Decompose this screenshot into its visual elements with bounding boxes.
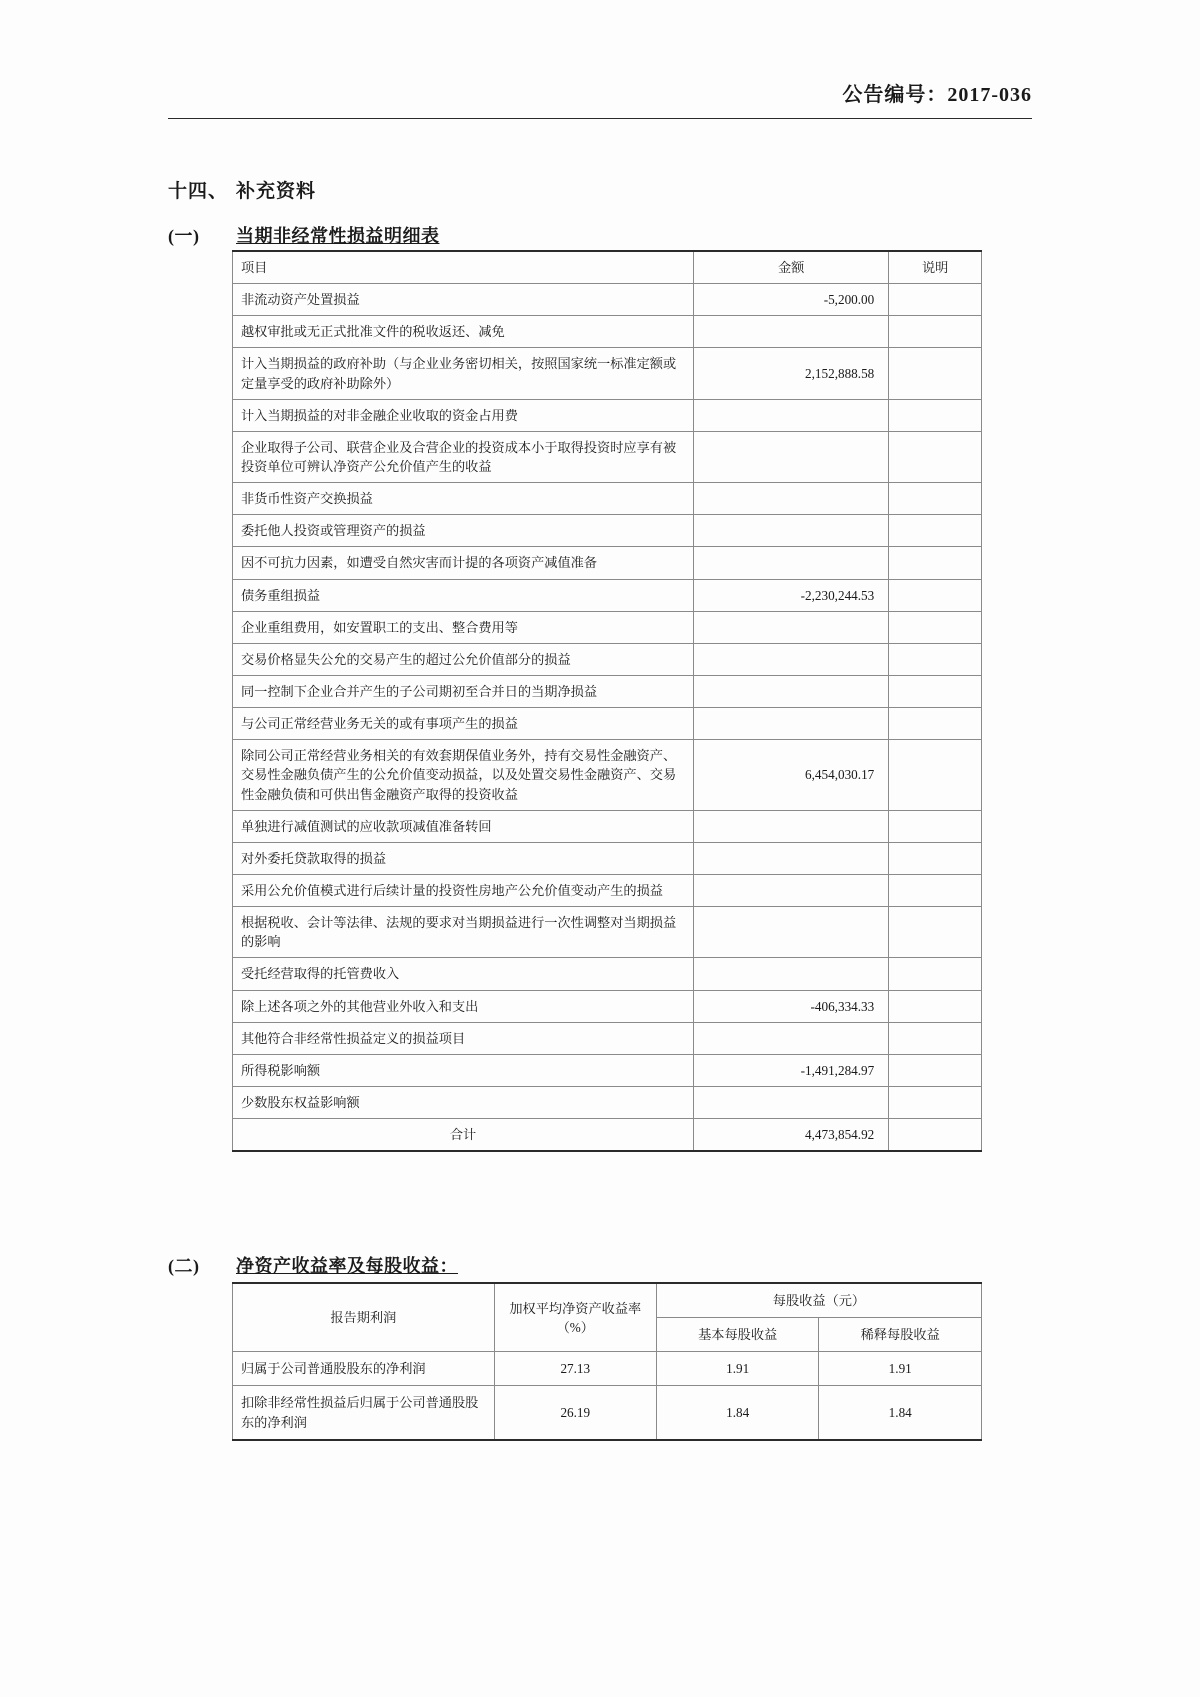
table-header-row (233, 251, 982, 284)
cell-amount: 6,454,030.17 (694, 740, 889, 810)
cell-note (889, 708, 982, 740)
column-header-eps-basic: 基本每股收益 (656, 1318, 819, 1352)
cell-note (889, 348, 982, 399)
table-row (233, 1022, 982, 1054)
cell-item: 因不可抗力因素，如遭受自然灾害而计提的各项资产减值准备 (233, 547, 694, 579)
cell-amount: -2,230,244.53 (694, 579, 889, 611)
table-head (233, 251, 982, 284)
total-note (889, 1119, 982, 1152)
cell-amount (694, 515, 889, 547)
column-header-note: 说明 (889, 251, 982, 284)
cell-item: 其他符合非经常性损益定义的损益项目 (233, 1022, 694, 1054)
column-header-eps-group: 每股收益（元） (656, 1283, 981, 1318)
cell-note (889, 399, 982, 431)
cell-amount: 2,152,888.58 (694, 348, 889, 399)
cell-item: 少数股东权益影响额 (233, 1086, 694, 1118)
table-row (233, 483, 982, 515)
cell-roe: 27.13 (494, 1352, 656, 1386)
cell-profit: 扣除非经常性损益后归属于公司普通股股东的净利润 (233, 1386, 495, 1440)
table-row (233, 579, 982, 611)
cell-amount (694, 842, 889, 874)
total-label: 合计 (233, 1119, 694, 1152)
roe-eps-table (232, 1282, 982, 1441)
cell-item: 债务重组损益 (233, 579, 694, 611)
total-amount: 4,473,854.92 (694, 1119, 889, 1152)
subsection-one-heading (168, 222, 440, 248)
cell-note (889, 284, 982, 316)
subsection-one-title: 当期非经常性损益明细表 (236, 226, 440, 246)
nonrecurring-items-table (232, 250, 982, 1152)
table-row (233, 611, 982, 643)
table-row (233, 1086, 982, 1118)
cell-item: 采用公允价值模式进行后续计量的投资性房地产公允价值变动产生的损益 (233, 874, 694, 906)
column-header-eps-diluted: 稀释每股收益 (819, 1318, 982, 1352)
nonrecurring-items-table-wrapper (232, 250, 982, 1152)
subsection-one-number: (一) (168, 226, 200, 246)
cell-note (889, 675, 982, 707)
cell-amount (694, 958, 889, 990)
cell-item: 根据税收、会计等法律、法规的要求对当期损益进行一次性调整对当期损益的影响 (233, 907, 694, 958)
cell-note (889, 547, 982, 579)
cell-note (889, 611, 982, 643)
cell-item: 企业重组费用，如安置职工的支出、整合费用等 (233, 611, 694, 643)
cell-note (889, 990, 982, 1022)
cell-note (889, 643, 982, 675)
cell-note (889, 515, 982, 547)
cell-amount (694, 874, 889, 906)
cell-note (889, 958, 982, 990)
cell-amount (694, 810, 889, 842)
cell-note (889, 316, 982, 348)
cell-amount (694, 1086, 889, 1118)
table-row (233, 874, 982, 906)
table-body (233, 1283, 982, 1440)
subsection-two-heading (168, 1252, 458, 1278)
table-row (233, 316, 982, 348)
cell-amount (694, 643, 889, 675)
cell-item: 交易价格显失公允的交易产生的超过公允价值部分的损益 (233, 643, 694, 675)
announcement-number: 公告编号：2017-036 (842, 84, 1032, 106)
table-row (233, 547, 982, 579)
cell-amount (694, 907, 889, 958)
cell-amount (694, 611, 889, 643)
subsection-two-title: 净资产收益率及每股收益： (236, 1256, 458, 1276)
cell-item: 非货币性资产交换损益 (233, 483, 694, 515)
cell-note (889, 810, 982, 842)
cell-item: 企业取得子公司、联营企业及合营企业的投资成本小于取得投资时应享有被投资单位可辨认净资产公允价值产生的收益 (233, 431, 694, 482)
cell-amount (694, 483, 889, 515)
table-row (233, 740, 982, 810)
cell-note (889, 431, 982, 482)
cell-note (889, 1054, 982, 1086)
cell-note (889, 1022, 982, 1054)
table-body (233, 284, 982, 1152)
cell-item: 计入当期损益的对非金融企业收取的资金占用费 (233, 399, 694, 431)
cell-profit: 归属于公司普通股股东的净利润 (233, 1352, 495, 1386)
cell-amount (694, 1022, 889, 1054)
cell-amount: -1,491,284.97 (694, 1054, 889, 1086)
column-header-roe: 加权平均净资产收益率（%） (494, 1283, 656, 1352)
cell-item: 除上述各项之外的其他营业外收入和支出 (233, 990, 694, 1022)
section-heading (168, 176, 316, 203)
cell-item: 单独进行减值测试的应收款项减值准备转回 (233, 810, 694, 842)
cell-note (889, 907, 982, 958)
table-header-row-top (233, 1283, 982, 1318)
table-total-row (233, 1119, 982, 1152)
table-row (233, 515, 982, 547)
cell-amount: -406,334.33 (694, 990, 889, 1022)
cell-amount (694, 708, 889, 740)
cell-amount (694, 675, 889, 707)
cell-amount (694, 316, 889, 348)
cell-amount: -5,200.00 (694, 284, 889, 316)
roe-eps-table-wrapper (232, 1282, 982, 1441)
header-divider (168, 118, 1032, 119)
table-row (233, 1352, 982, 1386)
cell-roe: 26.19 (494, 1386, 656, 1440)
section-title-text: 补充资料 (236, 181, 317, 202)
table-row (233, 907, 982, 958)
cell-item: 所得税影响额 (233, 1054, 694, 1086)
column-header-amount: 金额 (694, 251, 889, 284)
cell-amount (694, 547, 889, 579)
subsection-two-number: (二) (168, 1256, 200, 1276)
table-row (233, 431, 982, 482)
table-row (233, 958, 982, 990)
table-row (233, 990, 982, 1022)
cell-note (889, 483, 982, 515)
table-row (233, 842, 982, 874)
cell-eps-basic: 1.84 (656, 1386, 819, 1440)
cell-item: 计入当期损益的政府补助（与企业业务密切相关，按照国家统一标准定额或定量享受的政府补助除外） (233, 348, 694, 399)
table-row (233, 1386, 982, 1440)
cell-eps-diluted: 1.84 (819, 1386, 982, 1440)
cell-amount (694, 399, 889, 431)
cell-amount (694, 431, 889, 482)
table-row (233, 708, 982, 740)
table-row (233, 348, 982, 399)
table-row (233, 675, 982, 707)
cell-note (889, 842, 982, 874)
cell-item: 越权审批或无正式批准文件的税收返还、减免 (233, 316, 694, 348)
column-header-item: 项目 (233, 251, 694, 284)
cell-item: 除同公司正常经营业务相关的有效套期保值业务外，持有交易性金融资产、交易性金融负债产生的公允价值变动损益，以及处置交易性金融资产、交易性金融负债和可供出售金融资产取得的投资收益 (233, 740, 694, 810)
cell-note (889, 579, 982, 611)
cell-eps-basic: 1.91 (656, 1352, 819, 1386)
cell-item: 受托经营取得的托管费收入 (233, 958, 694, 990)
cell-note (889, 1086, 982, 1118)
table-row (233, 1054, 982, 1086)
table-row (233, 399, 982, 431)
table-row (233, 284, 982, 316)
table-row (233, 643, 982, 675)
cell-item: 与公司正常经营业务无关的或有事项产生的损益 (233, 708, 694, 740)
table-row (233, 810, 982, 842)
cell-item: 同一控制下企业合并产生的子公司期初至合并日的当期净损益 (233, 675, 694, 707)
section-number: 十四、 (168, 181, 229, 202)
cell-item: 委托他人投资或管理资产的损益 (233, 515, 694, 547)
column-header-profit: 报告期利润 (233, 1283, 495, 1352)
cell-eps-diluted: 1.91 (819, 1352, 982, 1386)
cell-note (889, 874, 982, 906)
cell-note (889, 740, 982, 810)
cell-item: 非流动资产处置损益 (233, 284, 694, 316)
cell-item: 对外委托贷款取得的损益 (233, 842, 694, 874)
